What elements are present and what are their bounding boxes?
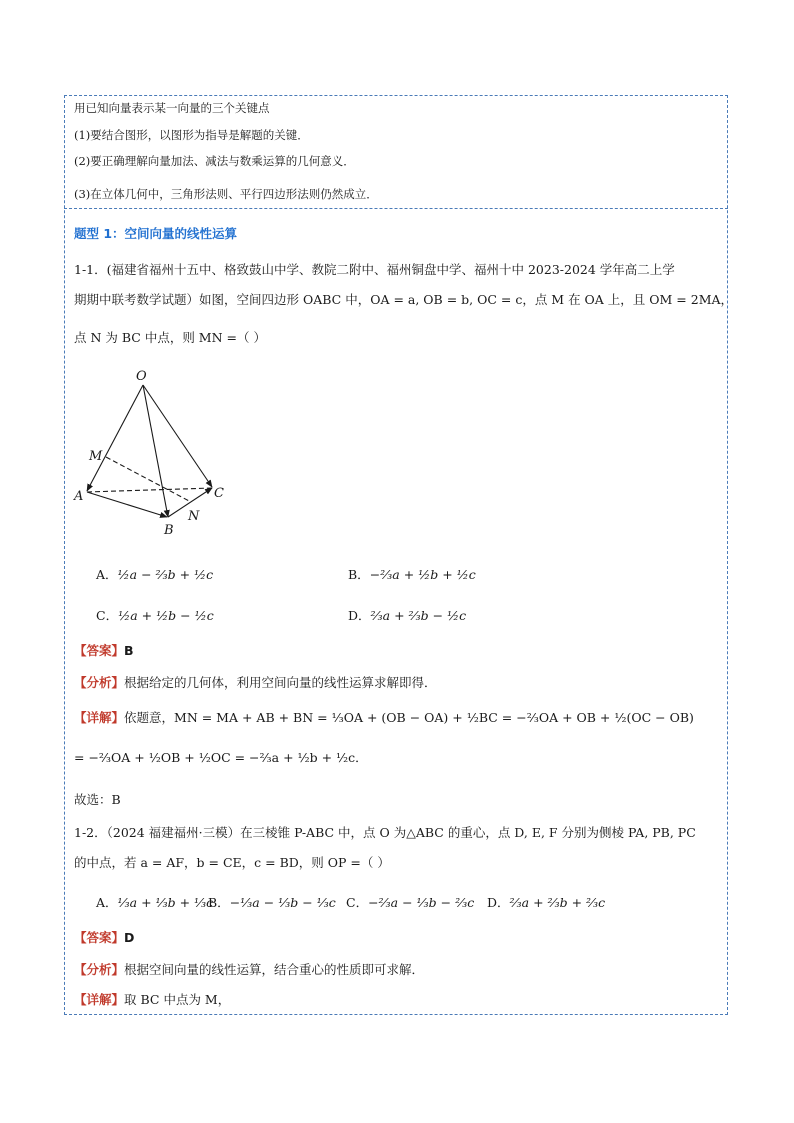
label-C: C: [214, 486, 224, 501]
label-M: M: [89, 449, 103, 464]
q2-answer: 【答案】D: [74, 930, 135, 945]
label-O: O: [136, 369, 147, 384]
q1-option-a: A．½a − ⅔b + ½c: [96, 567, 214, 582]
q1-answer: 【答案】B: [74, 643, 134, 658]
label-N: N: [188, 509, 200, 524]
tip-2: (2)要正确理解向量加法、减法与数乘运算的几何意义．: [74, 154, 355, 168]
edge-OC: [143, 385, 212, 487]
q1-detail-1: 【详解】依题意，MN = MA + AB + BN = ⅓OA + (OB − OA) + ½BC = −⅔OA + OB + ½(OC − OB): [74, 710, 694, 725]
q1-detail-2: = −⅔OA + ½OB + ½OC = −⅔a + ½b + ½c．: [74, 750, 368, 765]
edge-OA: [87, 385, 143, 491]
q1-option-c: C．½a + ½b − ½c: [96, 608, 214, 623]
q2-line1: 1-2．（2024 福建福州·三模）在三棱锥 P-ABC 中，点 O 为△ABC 的重心，点 D, E, F 分别为侧棱 PA, PB, PC: [74, 825, 696, 840]
q2-option-d: D．⅔a + ⅔b + ⅔c: [487, 895, 606, 910]
tip-3: (3)在立体几何中，三角形法则、平行四边形法则仍然成立．: [74, 187, 378, 201]
q1-option-b: B．−⅔a + ½b + ½c: [348, 567, 476, 582]
q2-option-b: B．−⅓a − ⅓b − ⅓c: [208, 895, 336, 910]
edge-AC-dashed: [87, 488, 212, 492]
q2-analysis: 【分析】根据空间向量的线性运算，结合重心的性质即可求解．: [74, 962, 425, 977]
q2-line2: 的中点，若 a = AF，b = CE，c = BD，则 OP =（ ）: [74, 855, 390, 870]
q1-analysis: 【分析】根据给定的几何体，利用空间向量的线性运算求解即得．: [74, 675, 437, 690]
q1-option-d: D．⅔a + ⅔b − ½c: [348, 608, 467, 623]
section-divider: [64, 208, 728, 209]
segment-MN-dashed: [106, 457, 191, 502]
edge-OB: [143, 385, 168, 517]
q1-line3: 点 N 为 BC 中点，则 MN =（ ）: [74, 330, 266, 345]
tip-1: (1)要结合图形，以图形为指导是解题的关键．: [74, 128, 309, 142]
edge-AB: [87, 492, 167, 517]
q1-line1: 1-1．(福建省福州十五中、格致鼓山中学、教院二附中、福州铜盘中学、福州十中 2023-2024 学年高二上学: [74, 262, 675, 277]
q2-detail-1: 【详解】取 BC 中点为 M，: [74, 992, 231, 1007]
tip-title: 用已知向量表示某一向量的三个关键点: [74, 101, 270, 115]
tetrahedron-figure: [70, 365, 240, 540]
q2-option-c: C．−⅔a − ⅓b − ⅔c: [346, 895, 475, 910]
label-A: A: [74, 489, 84, 504]
q1-choose: 故选：B: [74, 792, 121, 807]
q1-line2: 期期中联考数学试题）如图，空间四边形 OABC 中，OA = a, OB = b, OC = c，点 M 在 OA 上，且 OM = 2MA，: [74, 292, 734, 307]
topic-heading: 题型 1：空间向量的线性运算: [74, 226, 238, 241]
q2-option-a: A．⅓a + ⅓b + ⅓c: [96, 895, 214, 910]
label-B: B: [164, 523, 174, 538]
